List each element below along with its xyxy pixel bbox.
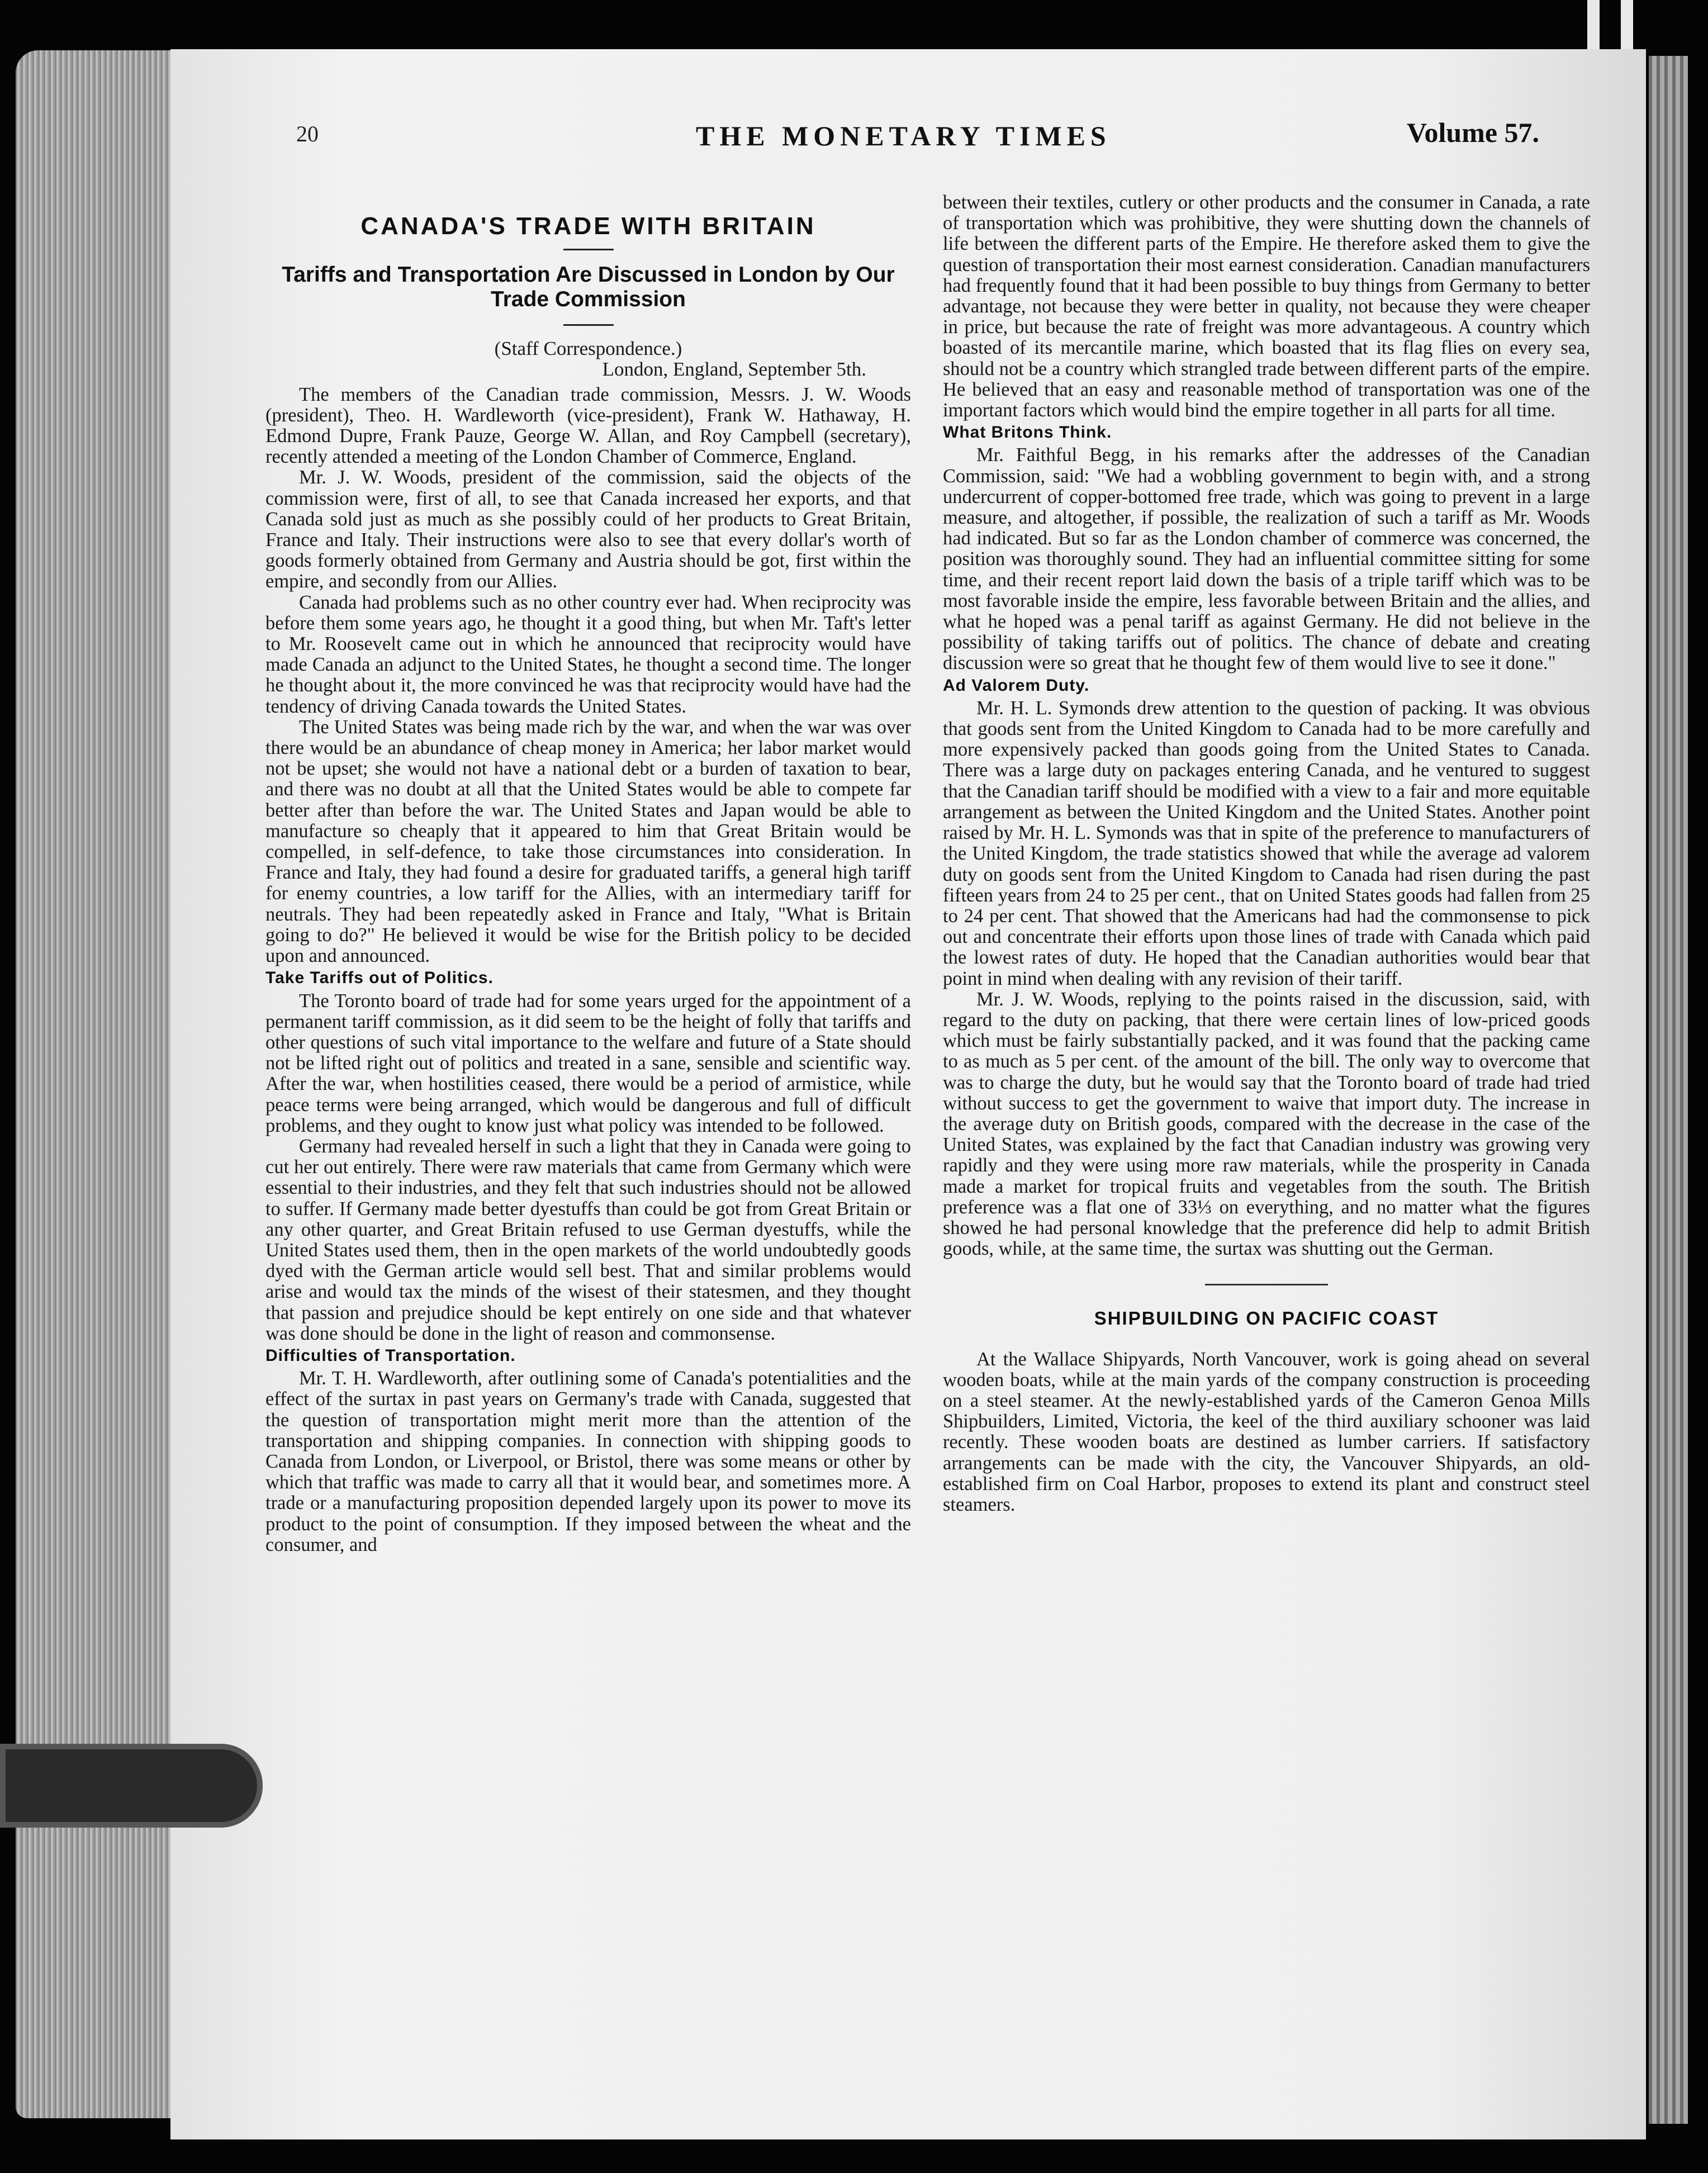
paragraph: Canada had problems such as no other country ever had. When reciprocity was before them some years ago, he thought it a good thing, but when Mr. Taft's letter to Mr. Roosevelt came out in which he announced that reciprocity would have made Canada an adjunct to the United States, he thought a second time. The longer he thought about it, the more convinced he was that reciprocity would have had the tendency of driving Canada towards the United States.: [265, 591, 911, 717]
paragraph: Mr. T. H. Wardleworth, after outlining some of Canada's potentialities and the effect of the surtax in past years on Germany's trade with Canada, suggested that the question of transportation might merit more than the attention of the transportation and shipping companies. In connection with shipping goods to Canada from London, or Liverpool, or Bristol, there was some means or other by which that traffic was made to carry all that it would bear, and sometimes more. A trade or a manufacturing proposition depended largely upon its power to move its product to the point of consumption. If they imposed between the wheat and the consumer, and: [265, 1368, 911, 1555]
paragraph: The United States was being made rich by the war, and when the war was over there would be an abundance of cheap money in America; her labor market would not be upset; she would not have a national debt or a burden of taxation to bear, and there was no doubt at all that the United States would be able to compete far better after than before the war. The United States and Japan would be able to manufacture so cheaply that it appeared to him that Great Britain would be compelled, in self-defence, to take those circumstances into consideration. In France and Italy, they had found a desire for graduated tariffs, a general high tariff for enemy countries, a low tariff for the Allies, with an intermediary tariff for neutrals. They had been repeatedly asked in France and Italy, "What is Britain going to do?" He believed it would be wise for the British policy to be decided upon and announced.: [265, 716, 911, 967]
shipbuilding-title: SHIPBUILDING ON PACIFIC COAST: [1094, 1308, 1439, 1329]
dateline: London, England, September 5th.: [602, 358, 866, 381]
section-heading: Take Tariffs out of Politics.: [265, 969, 494, 988]
right-column: [943, 192, 1590, 1515]
article-title: CANADA'S TRADE WITH BRITAIN: [360, 212, 816, 240]
section-rule: [1205, 1284, 1328, 1285]
section-heading: What Britons Think.: [943, 423, 1112, 442]
paragraph: between their textiles, cutlery or other products and the consumer in Canada, a rate of transportation which was prohibitive, they were shutting down the channels of life between the different parts of the Empire. He therefore asked them to give the question of transportation their most earnest consideration. Canadian manufacturers had frequently found that it had been possible to buy things from Germany to better advantage, not because they were better in quality, not because they were cheaper in price, but because the rate of freight was more advantageous. A country which boasted of its mercantile marine, which boasted that its flag flies on every sea, should not be a country which strangled trade between different parts of the empire. He believed that an easy and reasonable method of transportation was one of the important factors which would bind the empire together in all parts for all time.: [943, 192, 1590, 421]
staff-correspondence: (Staff Correspondence.): [494, 338, 682, 360]
article-subtitle: Tariffs and Transportation Are Discussed in London by Our Trade Commission: [282, 263, 895, 312]
volume-label: Volume 57.: [1407, 117, 1540, 148]
paragraph: Mr. J. W. Woods, replying to the points raised in the discussion, said, with regard to the duty on packing, that there were certain lines of low-priced goods which must be fairly substantially packed, and it was found that the packing came to as much as 5 per cent. of the amount of the bill. The only way to overcome that was to charge the duty, but he would say that the Toronto board of trade had tried without success to get the government to waive that import duty. The increase in the average duty on British goods, compared with the decrease in the case of the United States, was explained by the fact that Canadian industry was growing very rapidly and they were using more raw materials, while the prosperity in Canada made a market for tropical fruits and vegetables from the south. The British preference was a flat one of 33⅓ on everything, and no matter what the figures showed he had personal knowledge that the preference did help to admit British goods, while, at the same time, the surtax was shutting out the German.: [943, 988, 1590, 1260]
publication-title: THE MONETARY TIMES: [696, 120, 1111, 151]
paragraph: The members of the Canadian trade commission, Messrs. J. W. Woods (president), Theo. H. Wardleworth (vice-president), Frank W. Hathaway, H. Edmond Dupre, Frank Pauze, George W. Allan, and Roy Campbell (secretary), recently attended a meeting of the London Chamber of Commerce, England.: [265, 383, 911, 468]
section-heading: Difficulties of Transportation.: [265, 1346, 516, 1365]
subtitle-rule: [563, 324, 614, 326]
paragraph: Mr. Faithful Begg, in his remarks after the addresses of the Canadian Commission, said: "We had a wobbling government to begin with, and a strong undercurrent of copper-bottomed free trade, which was going to prevent in a large measure, and altogether, if possible, the realization of such a tariff as Mr. Woods had indicated. But so far as the London chamber of commerce was concerned, the position was thoroughly sound. They had an influential committee sitting for some time, and their recent report laid down the basis of a triple tariff which was to be most favorable inside the empire, less favorable between Britain and the allies, and what he hoped was a penal tariff as against Germany. He did not believe in the possibility of taking tariffs out of politics. The chance of debate and creating discussion were so great that he thought few of them would live to see it done.": [943, 444, 1590, 674]
paragraph: Mr. H. L. Symonds drew attention to the question of packing. It was obvious that goods sent from the United Kingdom to Canada had to be more carefully and more expensively packed than goods going from the United States to Canada. There was a large duty on packages entering Canada, and he ventured to suggest that the Canadian tariff should be modified with a view to a fair and more equitable arrangement as between the United Kingdom and the United States. Another point raised by Mr. H. L. Symonds was that in spite of the preference to manufacturers of the United Kingdom, the trade statistics showed that while the average ad valorem duty on goods sent from the United Kingdom to Canada had risen during the past fifteen years from 24 to 25 per cent., that on United States goods had fallen from 25 to 24 per cent. That showed that the Americans had had the commonsense to pick out and concentrate their efforts upon those lines of trade with Canada which paid the lowest rates of duty. He hoped that the Canadian authorities would bear that point in mind when dealing with any revision of their tariff.: [943, 697, 1590, 989]
paragraph: The Toronto board of trade had for some years urged for the appointment of a permanent tariff commission, as it did seem to be the height of folly that tariffs and other questions of such vital importance to the welfare and future of a State should not be lifted right out of politics and treated in a sane, sensible and scientific way. After the war, when hostilities ceased, there would be a period of armistice, while peace terms were being arranged, which would be dangerous and full of difficult problems, and they ought to know just what policy was intended to be followed.: [265, 990, 911, 1136]
paragraph: Mr. J. W. Woods, president of the commission, said the objects of the commission were, first of all, to see that Canada increased her exports, and that Canada sold just as much as she possibly could of her products to Great Britain, France and Italy. Their instructions were also to see that every dollar's worth of goods formerly obtained from Germany and Austria should be got, first within the empire, and secondly from our Allies.: [265, 467, 911, 592]
right-page-edges: [1649, 56, 1688, 2124]
left-column: [265, 193, 911, 1555]
title-rule: [563, 249, 614, 250]
paragraph: Germany had revealed herself in such a light that they in Canada were going to cut her out entirely. There were raw materials that came from Germany which were essential to their industries, and they felt that such industries should not be allowed to suffer. If Germany made better dyestuffs than could be got from Great Britain or any other quarter, and Great Britain refused to use German dyestuffs, while the United States used them, then in the open markets of the world undoubtedly goods dyed with the German article would sell best. That and similar problems would arise and would tax the minds of the wisest of their statesmen, and they thought that passion and prejudice should be kept entirely on one side and that whatever was done should be done in the light of reason and commonsense.: [265, 1135, 911, 1344]
section-heading: Ad Valorem Duty.: [943, 676, 1090, 695]
book-clip: [0, 1744, 263, 1828]
paragraph: At the Wallace Shipyards, North Vancouver, work is going ahead on several wooden boats, while at the main yards of the company construction is proceeding on a steel steamer. At the newly-established yards of the Cameron Genoa Mills Shipbuilders, Limited, Victoria, the keel of the third auxiliary schooner was laid recently. These wooden boats are destined as lumber carriers. If satisfactory arrangements can be made with the city, the Vancouver Shipyards, an old-established firm on Coal Harbor, proposes to extend its plant and construct steel steamers.: [943, 1348, 1590, 1515]
page-number: 20: [296, 121, 319, 146]
newspaper-page: [170, 49, 1646, 2139]
